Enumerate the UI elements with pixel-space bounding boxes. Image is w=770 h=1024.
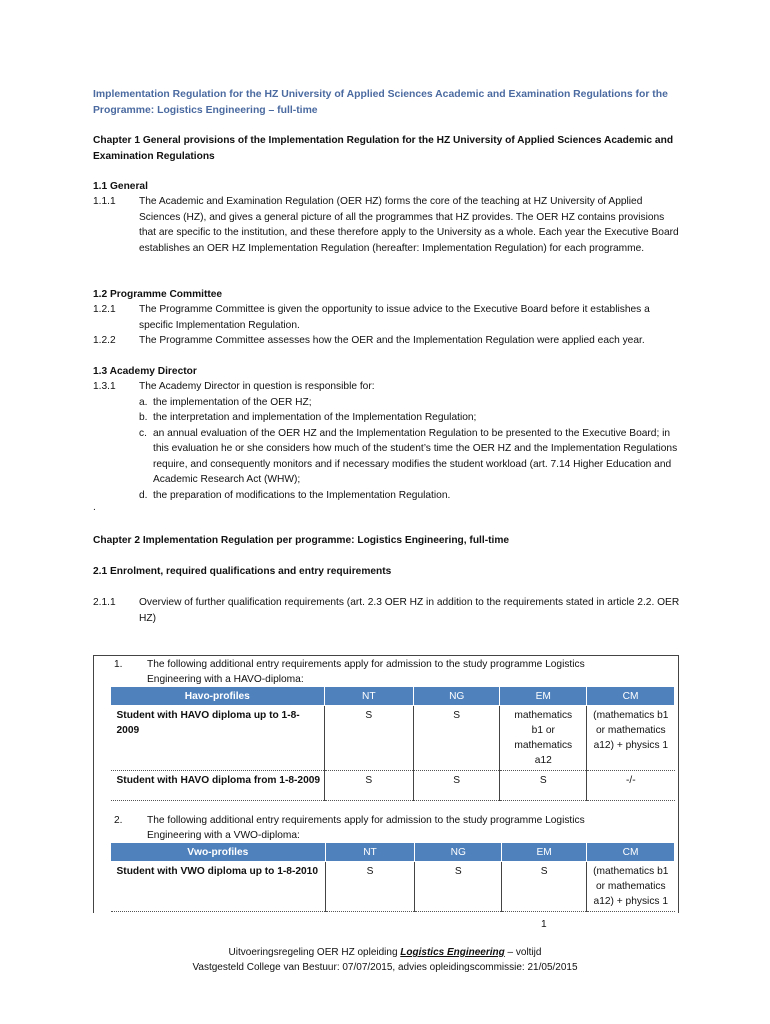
clause-number: 1.3.1 <box>93 381 116 392</box>
table-header: Havo-profiles <box>111 687 325 706</box>
havo-requirements-table <box>110 686 675 801</box>
clause-text: The Academic and Examination Regulation (OER HZ) forms the core of the teaching at HZ University of Applied Sciences (HZ), and gives a general picture of all the programmes that HZ provides. The OER HZ contains provisions that are specific to the institution, and these therefore apply to the University as a whole. Each year the Executive Board establishes an OER HZ Implementation Regulation (hereafter: Implementation Regulation) for each programme. <box>139 196 679 254</box>
table-header: CM <box>587 687 675 706</box>
list-item: c. an annual evaluation of the OER HZ and the Implementation Regulation to be presented to the Executive Board; in this evaluation he or she considers how much of the student’s time the OER HZ and the Implementation Regulations require, and consequently monitors and if necessary modifies the student workload (art. 7.14 Higher Education and Academic Research Act (WHW); <box>139 427 678 485</box>
table-header: NT <box>324 687 413 706</box>
responsibility-list <box>139 395 684 504</box>
section-2-1-heading: 2.1 Enrolment, required qualifications and entry requirements <box>93 566 392 577</box>
clause-number: 1.2.1 <box>93 304 116 315</box>
clause-text: Overview of further qualification requirements (art. 2.3 OER HZ in addition to the requirements stated in article 2.2. OER HZ) <box>139 597 680 624</box>
clause-1-2-2 <box>93 333 693 349</box>
clause-text: The Programme Committee assesses how the OER and the Implementation Regulation were applied each year. <box>139 335 645 346</box>
table-header: CM <box>587 843 675 862</box>
table-header: EM <box>502 843 587 862</box>
clause-1-1-1 <box>93 194 693 274</box>
clause-1-2-1 <box>93 302 693 334</box>
table-header: EM <box>500 687 587 706</box>
clause-1-3-1 <box>93 379 693 504</box>
clause-number: 1.2.2 <box>93 335 116 346</box>
stray-dot: . <box>93 502 96 513</box>
table-header: NG <box>415 843 502 862</box>
table-header: NT <box>325 843 415 862</box>
section-1-1-heading: 1.1 General <box>93 181 148 192</box>
vwo-requirements-table <box>110 842 675 912</box>
entry-requirements-box: 1. The following additional entry requirements apply for admission to the study programme Logistics Engineering with a HAVO-diploma: Havo-profiles NT NG EM CM Student with HAVO diploma up to 1-8-2009 S S mathematics b1 or mathematics a12 (mathematics b1 or mathematics a12) + physics 1 Student with HAVO diploma from 1-8-2009 S S S -/- 2. The following additional entry requirements apply for admission to the study programme Logistics Engineering with a VWO-diploma: Vwo-profiles NT NG EM CM Student with VWO diploma up to 1-8-2010 S S S (mathematics b1 or mathematics a12) + physics 1 <box>93 655 679 913</box>
clause-text: The Programme Committee is given the opportunity to issue advice to the Executive Board before it establishes a specific Implementation Regulation. <box>139 304 650 331</box>
clause-text: The Academy Director in question is responsible for: <box>139 381 375 392</box>
programme-name: Logistics Engineering <box>400 947 505 958</box>
list-item: a. the implementation of the OER HZ; <box>139 396 312 408</box>
clause-number: 2.1.1 <box>93 597 116 608</box>
section-1-3-heading: 1.3 Academy Director <box>93 366 197 377</box>
page-number: 1 <box>541 919 547 930</box>
clause-2-1-1 <box>93 595 693 627</box>
document-title: Implementation Regulation for the HZ University of Applied Sciences Academic and Examination Regulations for the Programme: Logistics Engineering – full-time <box>93 89 668 116</box>
table-row: Student with VWO diploma up to 1-8-2010 S S S (mathematics b1 or mathematics a12) + physics 1 <box>111 862 675 912</box>
list-item: d. the preparation of modifications to the Implementation Regulation. <box>139 489 451 501</box>
chapter-1-title: Chapter 1 General provisions of the Implementation Regulation for the HZ University of Applied Sciences Academic and Examination Regulations <box>93 135 674 162</box>
clause-number: 1.1.1 <box>93 196 116 207</box>
page-footer: Uitvoeringsregeling OER HZ opleiding Logistics Engineering – voltijd Vastgesteld College van Bestuur: 07/07/2015, advies opleidingscommissie: 21/05/2015 <box>192 947 578 973</box>
list-item: b. the interpretation and implementation of the Implementation Regulation; <box>139 412 477 423</box>
table-header: NG <box>414 687 500 706</box>
table-row: Student with HAVO diploma from 1-8-2009 S S S -/- <box>111 771 675 801</box>
table-header: Vwo-profiles <box>111 843 326 862</box>
chapter-2-title: Chapter 2 Implementation Regulation per programme: Logistics Engineering, full-time <box>93 535 510 546</box>
section-1-2-heading: 1.2 Programme Committee <box>93 289 223 300</box>
table-row: Student with HAVO diploma up to 1-8-2009 S S mathematics b1 or mathematics a12 (mathematics b1 or mathematics a12) + physics 1 <box>111 706 675 771</box>
